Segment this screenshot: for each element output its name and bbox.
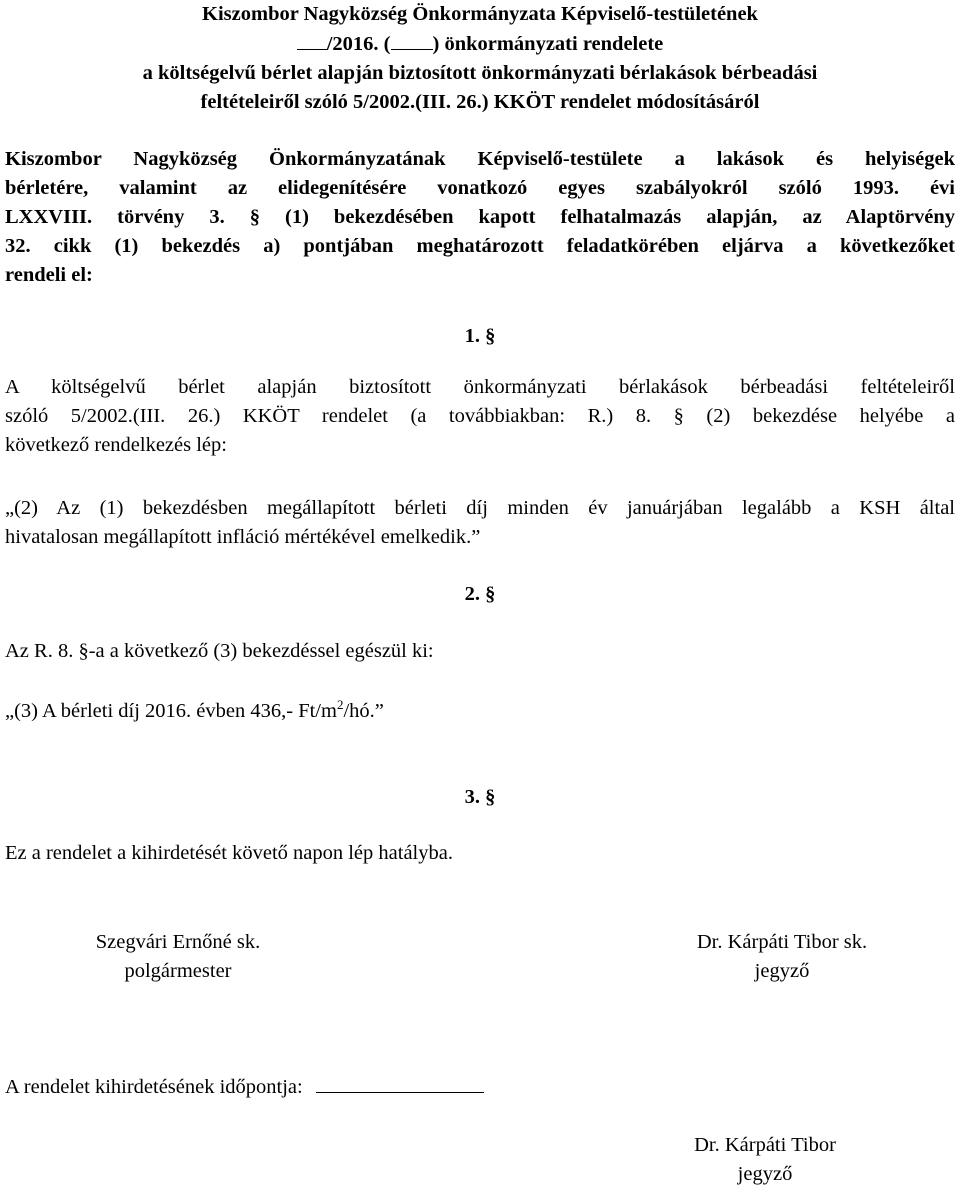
quote-1-line-1: „(2) Az (1) bekezdésben megállapított bérleti díj minden év januárjában legalább a KSH által [5,497,955,519]
title-line-2-rest: ) önkormányzati rendelete [432,33,664,55]
document-title [5,0,955,117]
promulgation-line [5,1072,955,1102]
section-1-line-3: következő rendelkezés lép: [5,434,227,456]
section-1-heading: 1. § [464,325,496,347]
promulgation-signer-title: jegyző [737,1163,793,1185]
title-number-suffix: /2016. ( [326,33,391,55]
title-line-2 [5,29,955,59]
section-1-line-2: szóló 5/2002.(III. 26.) KKÖT rendelet (a továbbiakban: R.) 8. § (2) bekezdése helyébe a [5,405,955,427]
promulgation-date-blank [316,1072,484,1093]
mayor-title: polgármester [124,960,232,982]
mayor-signature [18,928,338,986]
preamble-line-4: 32. cikk (1) bekezdés a) pontjában meghatározott feladatkörében eljárva a következőket [5,235,955,257]
promulgation-signer-name: Dr. Kárpáti Tibor [694,1134,836,1156]
preamble-line-3: LXXVIII. törvény 3. § (1) bekezdésében kapott felhatalmazás alapján, az Alaptörvény [5,206,955,228]
date-blank [391,29,433,50]
notary-signature [622,928,942,986]
document-page [5,0,955,1190]
title-line-1: Kiszombor Nagyközség Önkormányzata Képviselő-testületének [202,3,758,25]
quote-2-superscript: 2 [336,697,344,712]
number-blank [297,29,327,50]
promulgation-label: A rendelet kihirdetésének időpontja: [5,1076,303,1098]
section-1-paragraph [5,373,955,460]
promulgation-signature [605,1131,925,1189]
preamble-line-2: bérletére, valamint az elidegenítésére vonatkozó egyes szabályokról szóló 1993. évi [5,177,955,199]
preamble [5,145,955,290]
title-line-3: a költségelvű bérlet alapján biztosított önkormányzati bérlakások bérbeadási [142,62,818,84]
section-2-intro: Az R. 8. §-a a következő (3) bekezdéssel egészül ki: [5,640,434,662]
mayor-name: Szegvári Ernőné sk. [95,931,261,953]
section-3-text: Ez a rendelet a kihirdetését követő napon lép hatályba. [5,842,453,864]
title-line-4: feltételeiről szóló 5/2002.(III. 26.) KKÖT rendelet módosításáról [200,91,760,113]
notary-name: Dr. Kárpáti Tibor sk. [696,931,868,953]
quote-2-end: /hó.” [343,700,384,722]
section-3-heading: 3. § [464,786,496,808]
preamble-line-1: Kiszombor Nagyközség Önkormányzatának Képviselő-testülete a lakások és helyiségek [5,148,955,170]
section-1-quote [5,494,955,552]
quote-1-line-2: hivatalosan megállapított infláció mértékével emelkedik.” [5,526,481,548]
quote-2-text: „(3) A bérleti díj 2016. évben 436,- Ft/m [5,700,337,722]
preamble-line-5: rendeli el: [5,264,93,286]
section-2-heading: 2. § [464,583,496,605]
notary-title: jegyző [754,960,810,982]
section-1-line-1: A költségelvű bérlet alapján biztosított önkormányzati bérlakások bérbeadási feltételeiről [5,376,955,398]
section-2-quote [5,697,955,726]
